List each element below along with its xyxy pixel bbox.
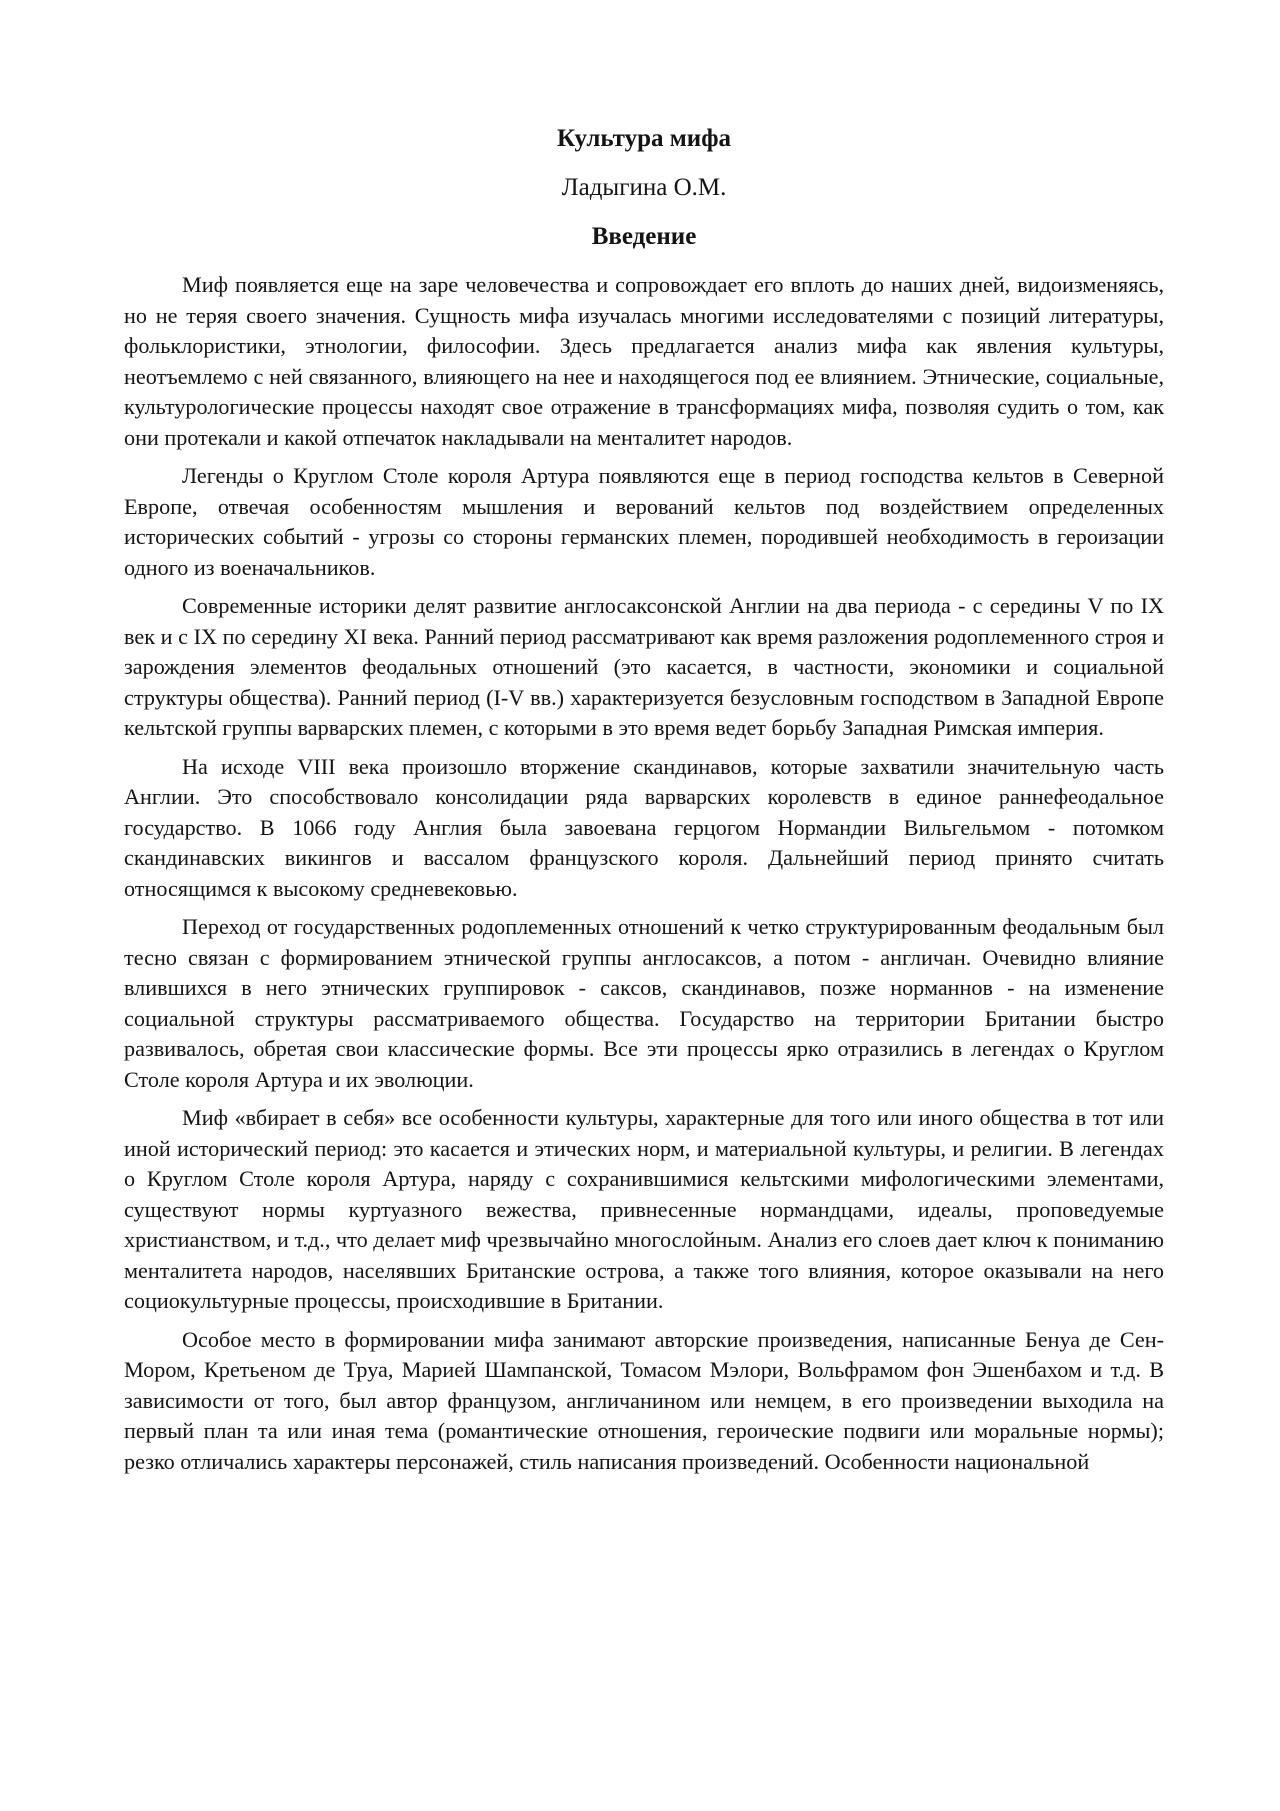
paragraph: Миф «вбирает в себя» все особенности культуры, характерные для того или иного общества в тот или иной исторический период: это касается и этических норм, и материальной культуры, и религии. В легендах о Круглом Столе короля Артура, наряду с сохранившимися кельтскими мифологическими элементами, существуют нормы куртуазного вежества, привнесенные нормандцами, идеалы, проповедуемые христианством, и т.д., что делает миф чрезвычайно многослойным. Анализ его слоев дает ключ к пониманию менталитета народов, населявших Британские острова, а также того влияния, которое оказывали на него социокультурные процессы, происходившие в Британии. xyxy=(124,1105,1164,1313)
document-title: Культура мифа xyxy=(556,125,731,152)
paragraph: Миф появляется еще на заре человечества и сопровождает его вплоть до наших дней, видоизменяясь, но не теряя своего значения. Сущность мифа изучалась многими исследователями с позиций литературы, фольклористики, этнологии, философии. Здесь предлагается анализ мифа как явления культуры, неотъемлемо с ней связанного, влияющего на нее и находящегося под ее влиянием. Этнические, социальные, культурологические процессы находят свое отражение в трансформациях мифа, позволяя судить о том, как они протекали и какой отпечаток накладывали на менталитет народов. xyxy=(124,272,1164,450)
section-heading: Введение xyxy=(591,223,697,250)
paragraph: Современные историки делят развитие англосаксонской Англии на два периода - с середины V по IX век и с IX по середину XI века. Ранний период рассматривают как время разложения родоплеменного строя и зарождения элементов феодальных отношений (это касается, в частности, экономики и социальной структуры общества). Ранний период (I-V вв.) характеризуется безусловным господством в Западной Европе кельтской группы варварских племен, с которыми в это время ведет борьбу Западная Римская империя. xyxy=(124,593,1164,740)
paragraph: Переход от государственных родоплеменных отношений к четко структурированным феодальным был тесно связан с формированием этнической группы англосаксов, а потом - англичан. Очевидно влияние влившихся в него этнических группировок - саксов, скандинавов, позже норманнов - на изменение социальной структуры рассматриваемого общества. Государство на территории Британии быстро развивалось, обретая свои классические формы. Все эти процессы ярко отразились в легендах о Круглом Столе короля Артура и их эволюции. xyxy=(124,914,1164,1092)
author-name: Ладыгина О.М. xyxy=(561,174,727,201)
paragraph: На исходе VIII века произошло вторжение скандинавов, которые захватили значительную часть Англии. Это способствовало консолидации ряда варварских королевств в единое раннефеодальное государство. В 1066 году Англия была завоевана герцогом Нормандии Вильгельмом - потомком скандинавских викингов и вассалом французского короля. Дальнейший период принято считать относящимся к высокому средневековью. xyxy=(124,753,1164,901)
paragraph: Особое место в формировании мифа занимают авторские произведения, написанные Бенуа де Сен-Мором, Кретьеном де Труа, Марией Шампанской, Томасом Мэлори, Вольфрамом фон Эшенбахом и т.д. В зависимости от того, был автор французом, англичанином или немцем, в его произведении выходила на первый план та или иная тема (романтические отношения, героические подвиги или моральные нормы); резко отличались характеры персонажей, стиль написания произведений. Особенности национальной xyxy=(124,1326,1164,1474)
body-text xyxy=(124,270,1164,1485)
paragraph: Легенды о Круглом Столе короля Артура появляются еще в период господства кельтов в Северной Европе, отвечая особенностям мышления и верований кельтов под воздействием определенных исторических событий - угрозы со стороны германских племен, породившей необходимость в героизации одного из военачальников. xyxy=(124,463,1164,580)
